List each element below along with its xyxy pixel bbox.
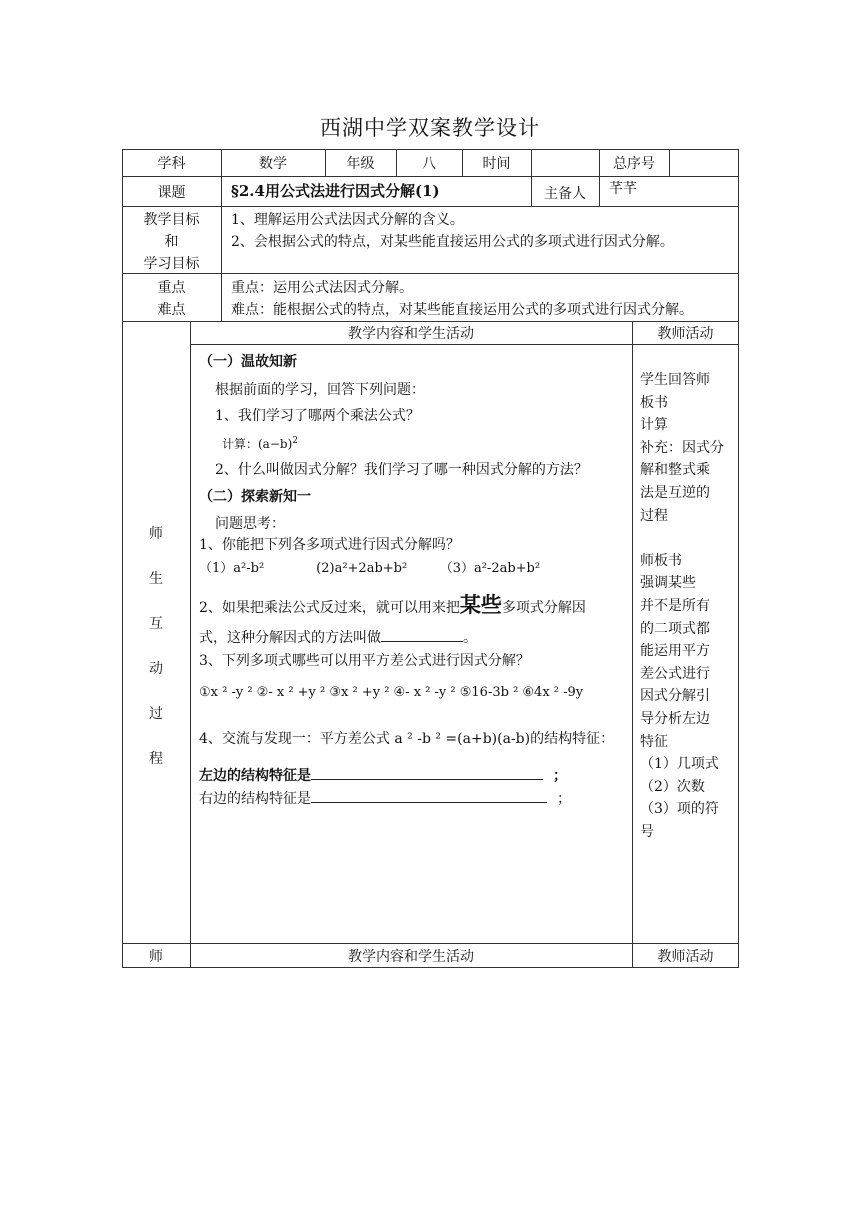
topic-value: §2.4用公式法进行因式分解(1) <box>231 182 440 200</box>
side-char: 程 <box>149 751 163 767</box>
problem-3-items: ①x ² -y ² ②- x ² +y ² ③x ² +y ² ④- x ² -y ² ⑤16-3b ² ⑥4x ² -9y <box>199 685 584 700</box>
teacher-note-line: 能运用平方 <box>640 643 710 660</box>
col-divider <box>190 321 191 968</box>
teacher-note-line: 导分析左边 <box>640 710 710 727</box>
goal-item-2: 2、会根据公式的特点，对某些能直接运用公式的多项式进行因式分解。 <box>231 234 674 250</box>
question-1-calc <box>222 435 298 453</box>
difficulty-point: 难点：能根据公式的特点，对某些能直接运用公式的多项式进行因式分解。 <box>231 302 693 318</box>
right-structure-semicolon: ； <box>557 791 571 807</box>
grade-value: 八 <box>422 156 436 172</box>
col-divider <box>669 149 670 176</box>
side-char: 互 <box>149 616 163 632</box>
row-divider <box>122 206 739 207</box>
teacher-note-line: 因式分解引 <box>640 688 710 705</box>
subject-label: 学科 <box>157 156 186 172</box>
problem-2-line2-pre: 式，这种分解因式的方法叫做 <box>199 630 381 646</box>
goal-item-1: 1、理解运用公式法因式分解的含义。 <box>231 212 464 228</box>
teacher-note-line: 特征 <box>640 733 668 750</box>
side-char: 生 <box>149 571 163 587</box>
teacher-note-line: 解和整式乘 <box>640 462 710 479</box>
col-divider <box>221 206 222 321</box>
col-divider <box>632 321 633 968</box>
row-divider <box>122 176 739 177</box>
preparer-value: 芊芊 <box>609 181 637 197</box>
section-2-title: （二）探索新知一 <box>199 489 311 505</box>
time-label: 时间 <box>482 156 511 172</box>
left-structure-line <box>199 765 567 785</box>
teacher-note-line: 学生回答师 <box>640 372 710 388</box>
teacher-note-line: 强调某些 <box>640 575 696 592</box>
preparer-label: 主备人 <box>544 186 586 202</box>
problem-1-items: （1）a²-b² (2)a²+2ab+b² （3）a²-2ab+b² <box>199 561 541 576</box>
teacher-note-line: 补充：因式分 <box>640 439 724 456</box>
sequence-label: 总序号 <box>613 156 655 172</box>
teacher-note-line: 并不是所有 <box>640 597 710 614</box>
teacher-note-line: 师板书 <box>640 552 682 569</box>
teacher-note-line: 号 <box>640 823 654 840</box>
problem-2-line2-post: 。 <box>463 630 477 646</box>
row-divider <box>122 943 739 944</box>
teacher-note-line: （1）几项式 <box>640 756 719 773</box>
left-structure-label: 左边的结构特征是 <box>199 768 311 784</box>
teacher-note-line: 板书 <box>640 394 668 411</box>
keypoints-label-1: 重点 <box>157 280 186 296</box>
answer-blank[interactable] <box>381 627 463 642</box>
goals-label-2: 和 <box>164 234 179 250</box>
row-divider <box>122 321 739 322</box>
teacher-note-line: （3）项的符 <box>640 801 719 818</box>
goals-label-1: 教学目标 <box>143 212 200 228</box>
teacher-note-line: 差公式进行 <box>640 665 710 682</box>
teacher-note-line: 计算 <box>640 417 668 434</box>
content-column-header: 教学内容和学生活动 <box>348 326 474 342</box>
calc-text: 计算：(a−b) <box>222 437 293 451</box>
teacher-note-line: 的二项式都 <box>640 620 710 637</box>
teacher-notes <box>640 369 736 843</box>
topic-label: 课题 <box>157 185 186 201</box>
teacher-note-line <box>640 527 736 550</box>
bottom-content-header: 教学内容和学生活动 <box>348 949 474 965</box>
problem-1: 1、你能把下列各多项式进行因式分解吗？ <box>199 537 460 553</box>
goals-label-3: 学习目标 <box>143 256 200 272</box>
right-structure-blank[interactable] <box>311 788 547 803</box>
side-char: 师 <box>149 526 163 542</box>
question-1: 1、我们学习了哪两个乘法公式？ <box>215 408 420 424</box>
key-point: 重点：运用公式法因式分解。 <box>231 280 413 296</box>
question-2: 2、什么叫做因式分解？我们学习了哪一种因式分解的方法？ <box>215 462 588 478</box>
problem-2-post: 多项式分解因 <box>501 600 586 616</box>
problem-2-line-2 <box>199 627 477 647</box>
teacher-note-line: 法是互逆的 <box>640 484 710 501</box>
bottom-side-char: 师 <box>149 949 163 965</box>
grade-label: 年级 <box>346 156 375 172</box>
problem-4: 4、交流与发现一：平方差公式 a ² -b ² =(a+b)(a-b)的结构特征： <box>199 731 615 747</box>
problem-2-emphasis: 某些 <box>459 593 502 617</box>
problem-3: 3、下列多项式哪些可以用平方差公式进行因式分解？ <box>199 653 530 669</box>
side-char: 动 <box>149 661 163 677</box>
problem-2-pre: 2、如果把乘法公式反过来，就可以用来把 <box>199 600 460 616</box>
section-1-title: （一）温故知新 <box>199 354 297 370</box>
right-structure-label: 右边的结构特征是 <box>199 791 311 807</box>
subject-value: 数学 <box>259 156 287 172</box>
calc-exponent: 2 <box>292 436 298 446</box>
right-structure-line <box>199 788 571 808</box>
bottom-teacher-header: 教师活动 <box>657 949 714 965</box>
left-structure-blank[interactable] <box>311 765 543 780</box>
side-char: 过 <box>149 706 163 722</box>
section-1-intro: 根据前面的学习，回答下列问题： <box>215 382 425 398</box>
row-divider <box>190 344 739 345</box>
section-2-intro: 问题思考： <box>215 516 285 532</box>
problem-2-line-1 <box>199 593 586 617</box>
teacher-note-line: 过程 <box>640 507 668 524</box>
keypoints-label-2: 难点 <box>157 302 186 318</box>
document-title: 西湖中学双案教学设计 <box>320 116 540 140</box>
teacher-column-header: 教师活动 <box>657 326 714 342</box>
left-structure-semicolon: ； <box>553 768 567 784</box>
row-divider <box>122 273 739 274</box>
teacher-note-line: （2）次数 <box>640 778 705 795</box>
